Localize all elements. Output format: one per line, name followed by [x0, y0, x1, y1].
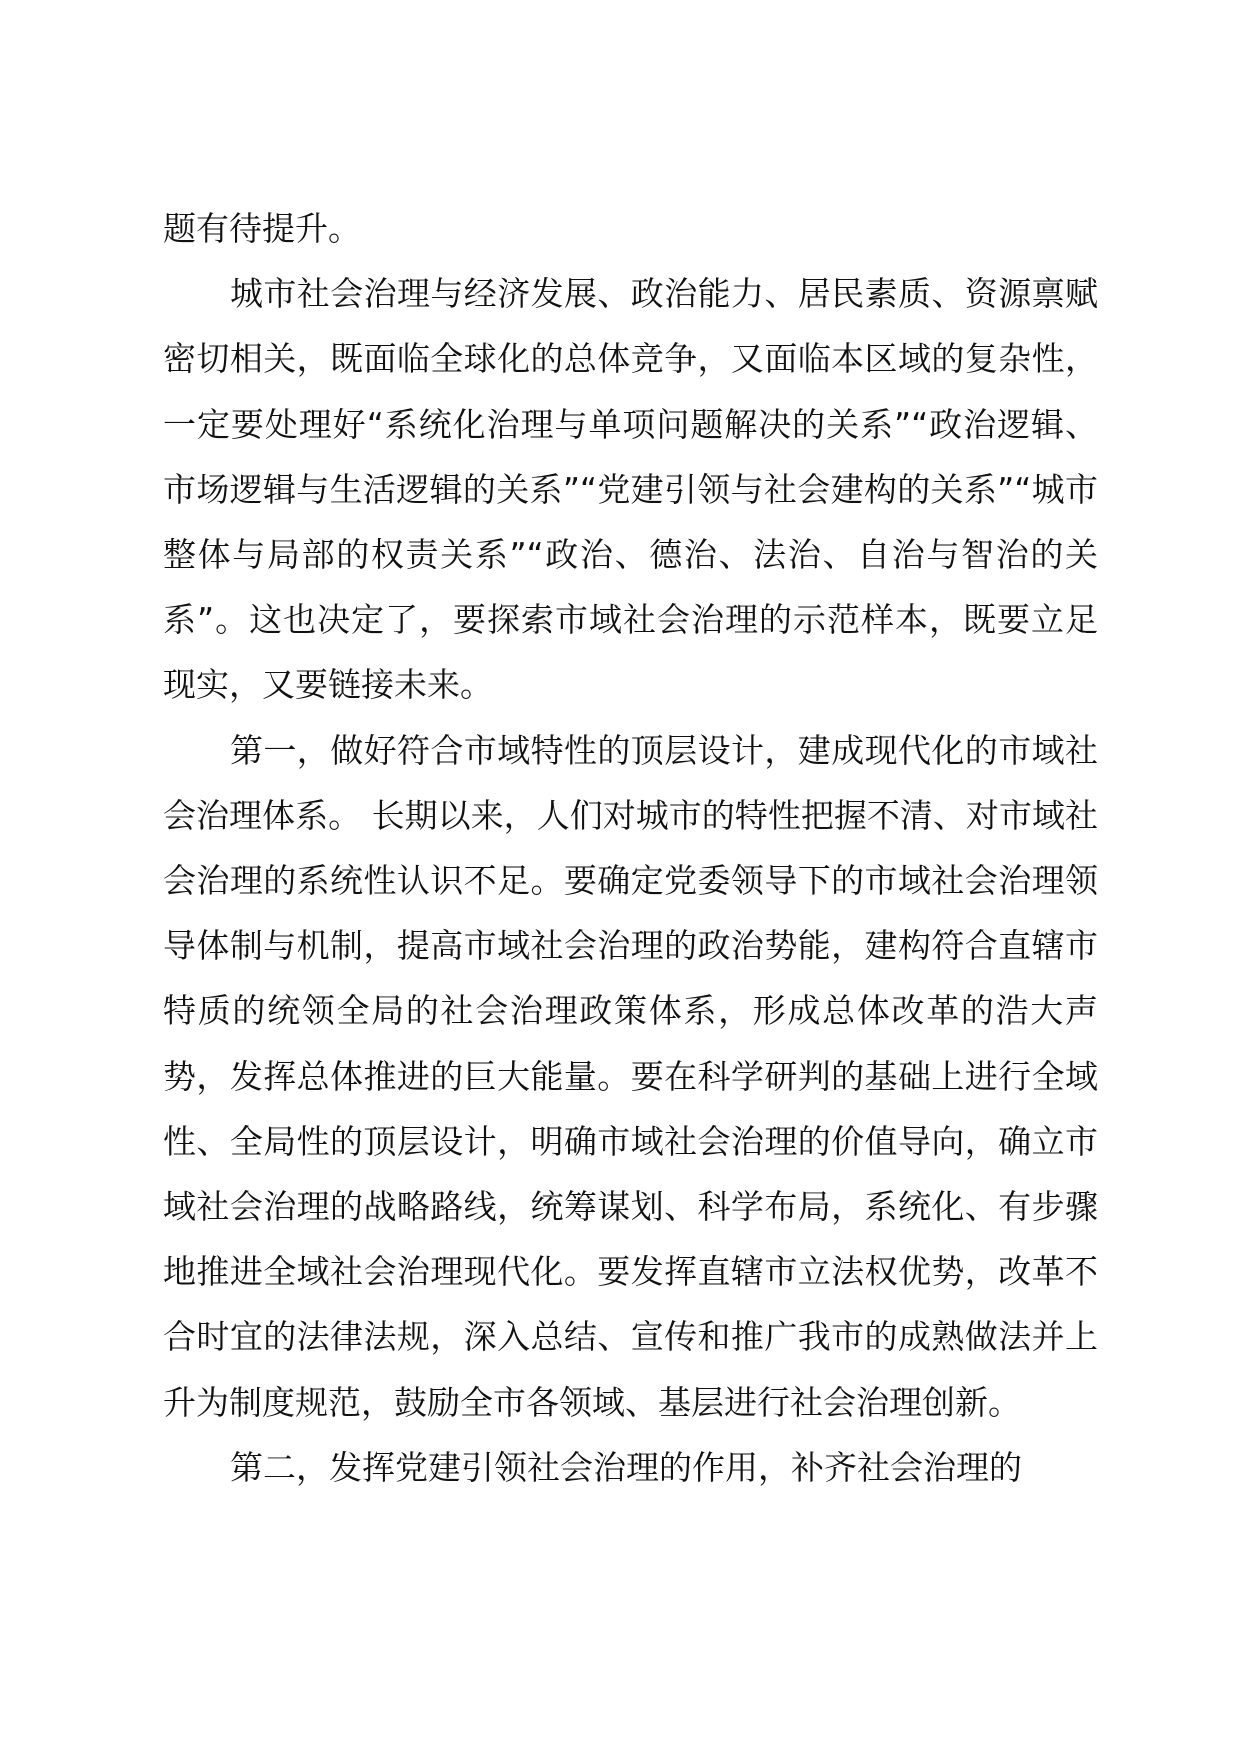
paragraph-point-two: 第二，发挥党建引领社会治理的作用，补齐社会治理的	[230, 1447, 1022, 1487]
paragraph-continuation: 题有待提升。	[163, 209, 361, 248]
paragraph-point-one: 第一，做好符合市域特性的顶层设计，建成现代化的市域社会治理体系。 长期以来，人们对城市的特性把握不清、对市域社会治理的系统性认识不足。要确定党委领导下的市域社会治理领导体制与机制，提高市域社会治理的政治势能，建构符合直辖市特质的统领全局的社会治理政策体系，形成总体改革的浩大声势，发挥总体推进的巨大能量。要在科学研判的基础上进行全域性、全局性的顶层设计，明确市域社会治理的价值导向，确立市域社会治理的战略路线，统筹谋划、科学布局，系统化、有步骤地推进全域社会治理现代化。要发挥直辖市立法权优势，改革不合时宜的法律法规，深入总结、宣传和推广我市的成熟做法并上升为制度规范，鼓励全市各领域、基层进行社会治理创新。	[163, 730, 1098, 1422]
document-body	[163, 196, 1098, 1500]
paragraph-urban-governance: 城市社会治理与经济发展、政治能力、居民素质、资源禀赋密切相关，既面临全球化的总体竞争，又面临本区域的复杂性，一定要处理好“系统化治理与单项问题解决的关系”“政治逻辑、市场逻辑与生活逻辑的关系”“党建引领与社会建构的关系”“城市整体与局部的权责关系”“政治、德治、法治、自治与智治的关系”。这也决定了，要探索市域社会治理的示范样本，既要立足现实，又要链接未来。	[163, 274, 1098, 705]
